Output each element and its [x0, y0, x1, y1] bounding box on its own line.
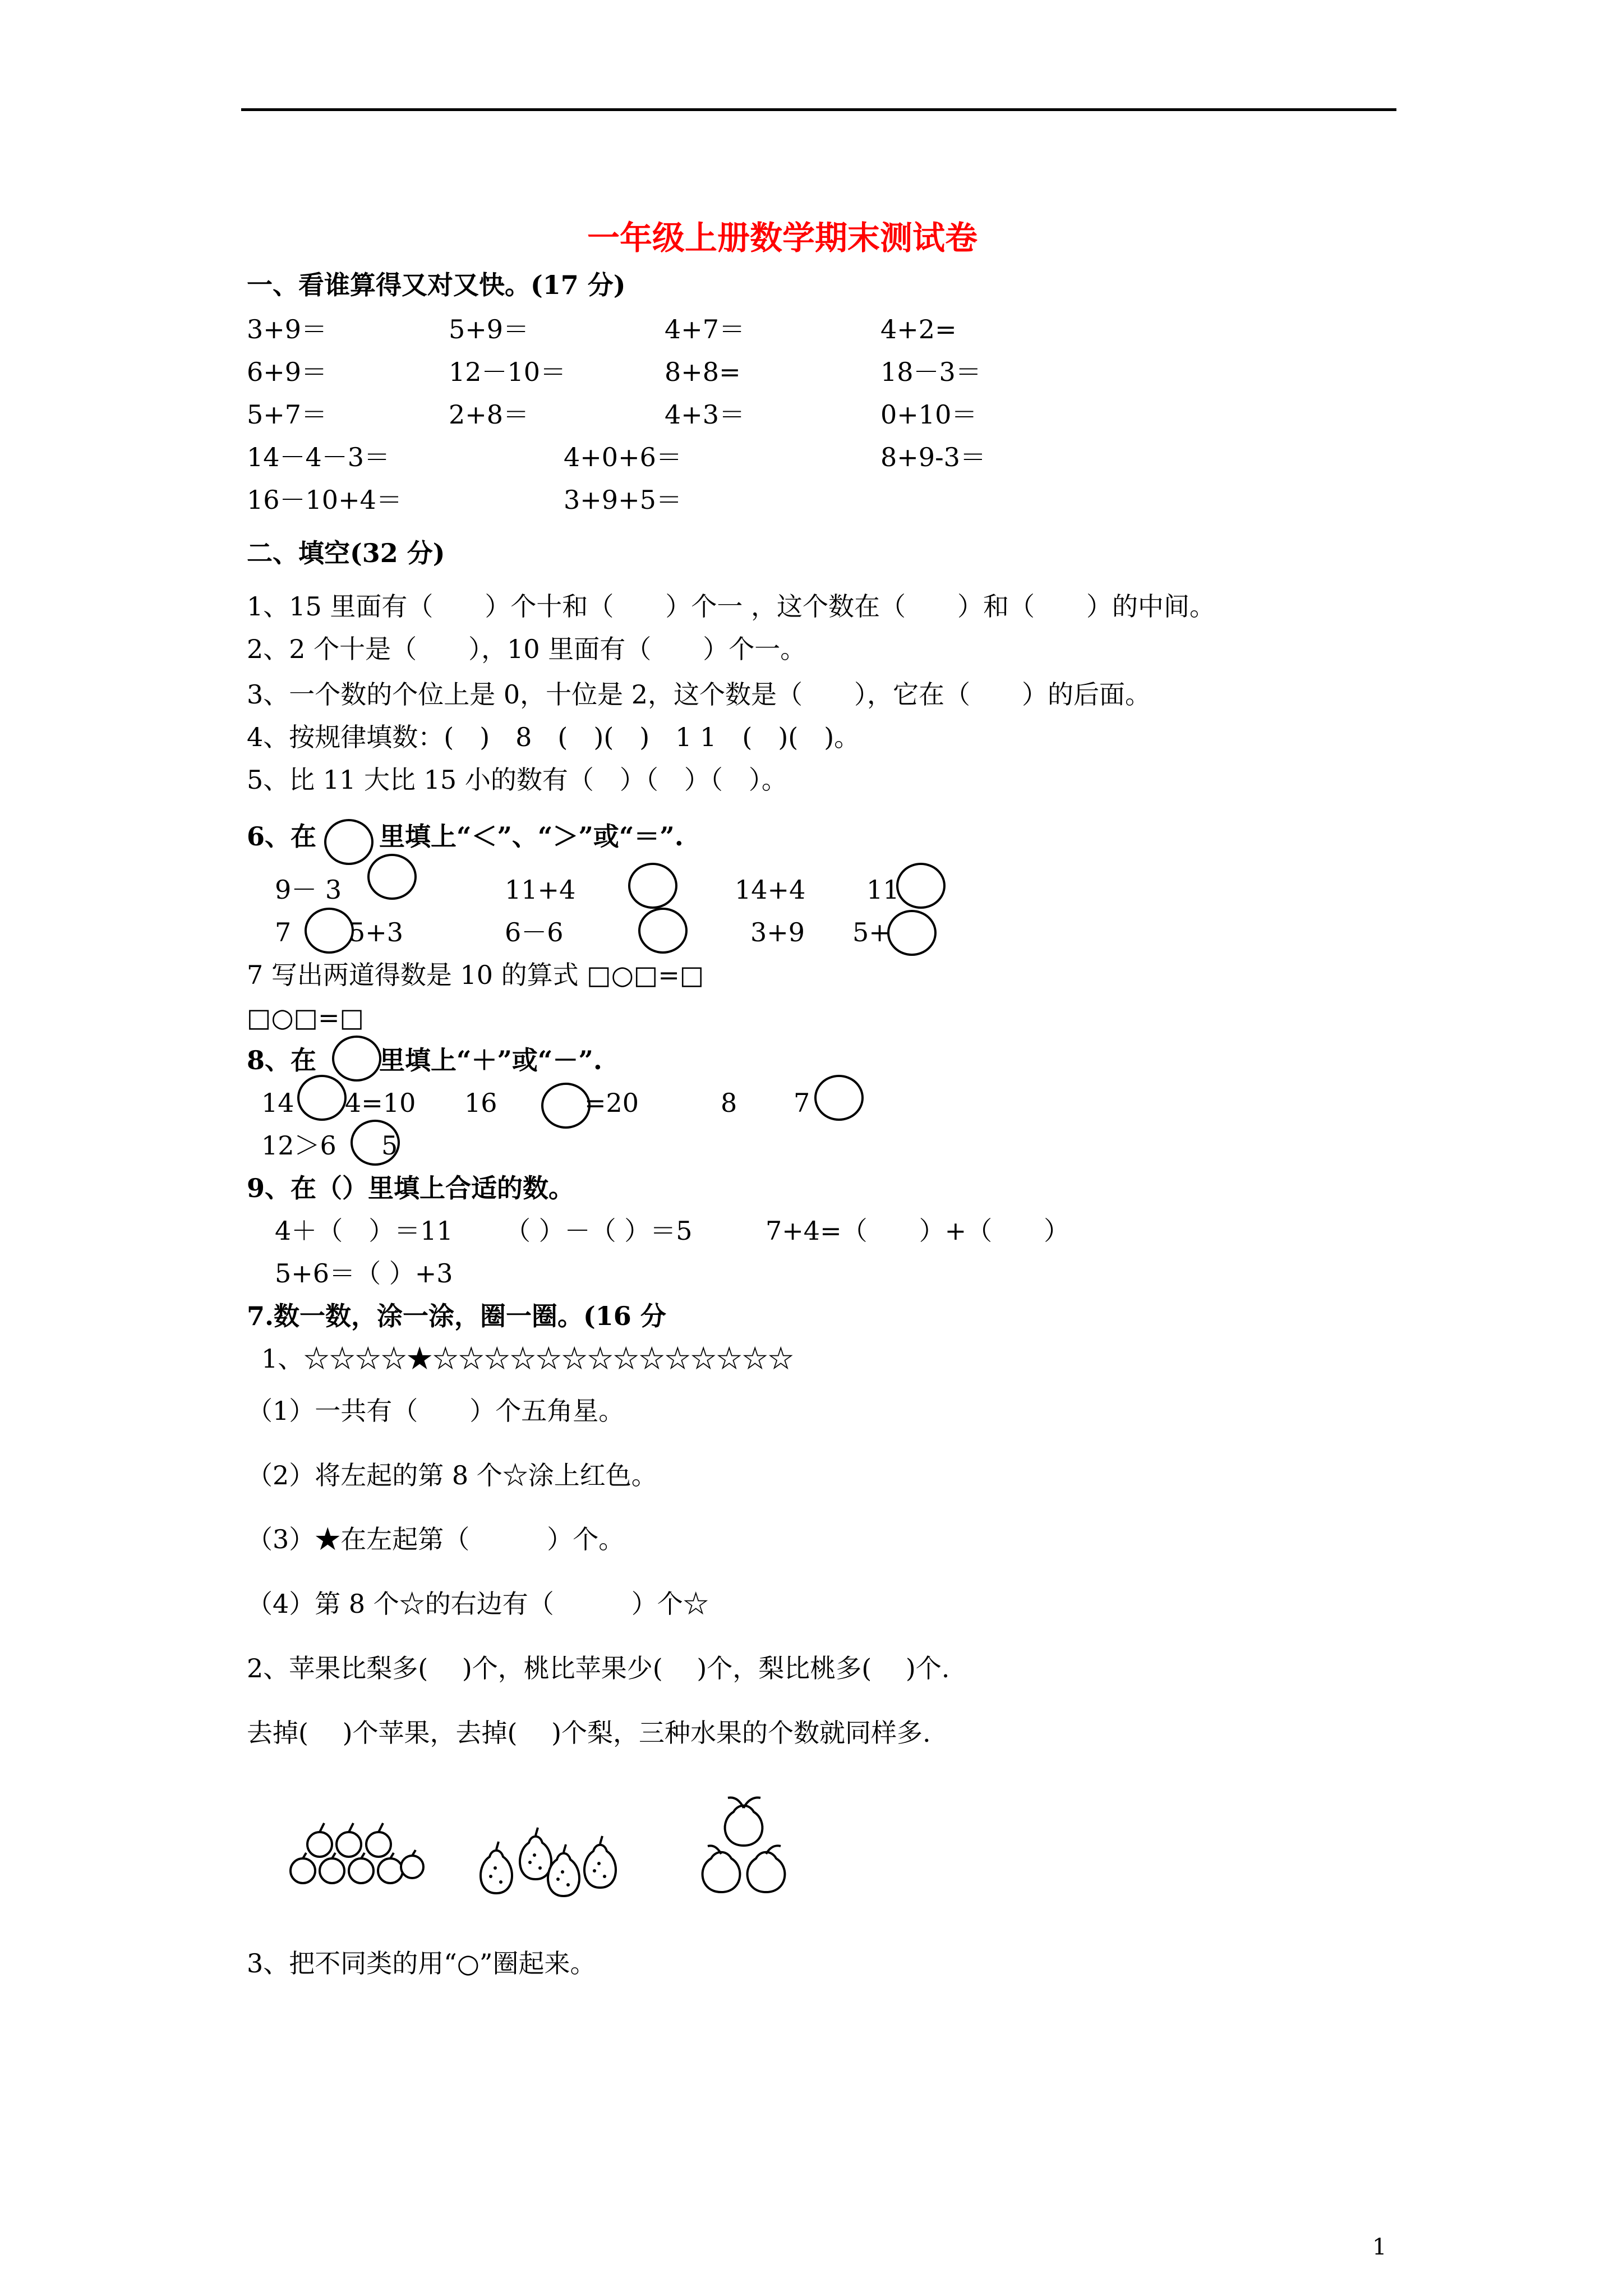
star-question-2: （2）将左起的第 8 个☆涂上红色。 [247, 1460, 657, 1490]
answer-circle[interactable] [541, 1083, 591, 1129]
q6-heading-end: 里填上“＜”、“＞”或“＝”. [379, 821, 684, 852]
compare-expr: 6－6 [505, 917, 564, 947]
compare-expr: 11 [866, 875, 900, 905]
q8-heading-end: 里填上“＋”或“－”. [379, 1045, 602, 1075]
compare-expr: 14+4 [735, 875, 806, 905]
answer-circle[interactable] [896, 863, 946, 909]
fill-question-2: 2、2 个十是（ ），10 里面有（ ）个一。 [247, 634, 806, 664]
equation: 0+10＝ [880, 399, 978, 430]
page-title: 一年级上册数学期末测试卷 [587, 219, 978, 257]
answer-circle[interactable] [367, 854, 417, 900]
equation: 5+7＝ [247, 399, 328, 430]
operator-expr: 5 [381, 1130, 398, 1161]
pears-illustration [474, 1803, 625, 1899]
star-question-1: （1）一共有（ ）个五角星。 [247, 1396, 625, 1426]
equation: 4+0+6＝ [564, 442, 682, 472]
answer-circle[interactable] [305, 908, 354, 954]
answer-circle[interactable] [297, 1075, 347, 1121]
q7-line-1: 7 写出两道得数是 10 的算式 □○□=□ [247, 960, 704, 990]
section1-heading: 一、看谁算得又对又快。(17 分) [247, 270, 626, 300]
q6-heading-start: 6、在 [247, 821, 317, 852]
operator-expr: 4=10 [345, 1088, 416, 1118]
page-number: 1 [1372, 2234, 1387, 2260]
equation: 3+9＝ [247, 314, 328, 344]
equation: 6+9＝ [247, 357, 328, 387]
answer-circle[interactable] [814, 1075, 864, 1121]
peaches-illustration [694, 1792, 795, 1899]
fill-number-expr: （ ）－（ ）＝5 [505, 1216, 693, 1246]
fill-question-1: 1、15 里面有（ ）个十和（ ）个一 ，这个数在（ ）和（ ）的中间。 [247, 591, 1216, 622]
q7-line-2: □○□=□ [247, 1002, 365, 1033]
compare-expr: 5+ [852, 917, 891, 947]
operator-expr: =20 [584, 1088, 639, 1118]
fruit-question-1: 2、苹果比梨多( )个，桃比苹果少( )个，梨比桃多( )个. [247, 1653, 950, 1683]
header-rule [241, 108, 1396, 111]
operator-expr: 14 [261, 1088, 294, 1118]
operator-expr: 16 [464, 1088, 497, 1118]
equation: 5+9＝ [449, 314, 529, 344]
fill-number-expr: 4＋（ ）＝11 [275, 1216, 453, 1246]
fill-question-5: 5、比 11 大比 15 小的数有（ ）（ ）（ ）。 [247, 765, 787, 795]
equation: 2+8＝ [449, 399, 529, 430]
answer-circle[interactable] [638, 908, 688, 954]
answer-circle[interactable] [332, 1036, 381, 1082]
equation: 14－4－3＝ [247, 442, 390, 472]
fill-number-expr: 7+4=（ ）+（ ） [766, 1216, 1070, 1246]
circle-question: 3、把不同类的用“○”圈起来。 [247, 1948, 596, 1978]
equation: 4+3＝ [665, 399, 745, 430]
star-question-3: （3）★在左起第（ ）个。 [247, 1524, 625, 1554]
fill-question-4: 4、按规律填数：( ) 8 ( )( ) 1 1 ( )( )。 [247, 722, 860, 752]
q8-heading-start: 8、在 [247, 1045, 317, 1075]
equation: 3+9+5＝ [564, 485, 682, 515]
equation: 4+7＝ [665, 314, 745, 344]
operator-expr: 7 [794, 1088, 810, 1118]
equation: 18－3＝ [880, 357, 981, 387]
fruit-question-2: 去掉( )个苹果，去掉( )个梨，三种水果的个数就同样多. [247, 1718, 931, 1748]
apples-illustration [286, 1818, 426, 1896]
equation: 16－10+4＝ [247, 485, 402, 515]
star-row: 1、☆☆☆☆★☆☆☆☆☆☆☆☆☆☆☆☆☆☆ [261, 1343, 794, 1374]
answer-circle[interactable] [324, 819, 374, 865]
q9-heading: 9、在（）里填上合适的数。 [247, 1173, 575, 1203]
star-question-4: （4）第 8 个☆的右边有（ ）个☆ [247, 1589, 709, 1619]
fill-question-3: 3、一个数的个位上是 0，十位是 2，这个数是（ ），它在（ ）的后面。 [247, 679, 1151, 710]
compare-expr: 11+4 [505, 875, 576, 905]
section7-heading: 7.数一数，涂一涂，圈一圈。(16 分 [247, 1301, 666, 1331]
operator-expr: 8 [721, 1088, 737, 1118]
fill-number-expr: 5+6＝（ ）+3 [275, 1258, 453, 1289]
equation: 4+2= [880, 314, 957, 344]
compare-expr: 7 [275, 917, 292, 947]
answer-circle[interactable] [887, 910, 937, 956]
equation: 8+9-3＝ [880, 442, 986, 472]
compare-expr: 3+9 [750, 917, 805, 947]
equation: 12－10＝ [449, 357, 566, 387]
compare-expr: 9－ 3 [275, 875, 342, 905]
answer-circle[interactable] [628, 863, 677, 909]
operator-expr: 12＞6 [261, 1130, 336, 1161]
compare-expr: 5+3 [349, 917, 404, 947]
section2-heading: 二、填空(32 分) [247, 538, 445, 568]
equation: 8+8= [665, 357, 741, 387]
